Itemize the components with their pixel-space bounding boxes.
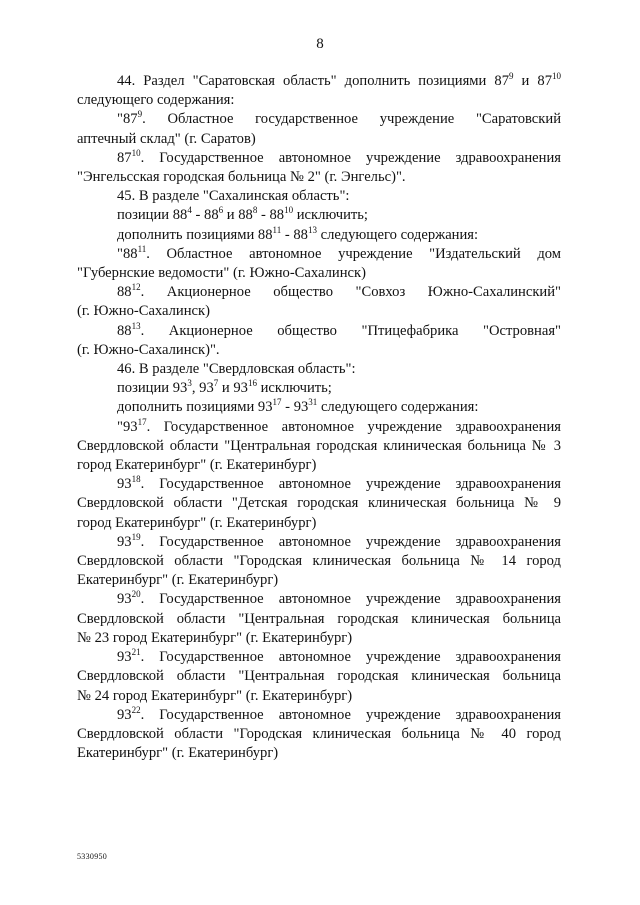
item-46-exclude: позиции $93^3$, $93^7$ и $93^{16}$ исключить; <box>117 378 332 397</box>
item-45-add: дополнить позициями $88^{11} - 88^{13}$ следующего содержания: <box>117 224 479 243</box>
document-body <box>77 72 561 763</box>
position-87-10: $87^{10}$. Государственное автономное учреждение здравоохранения "Энгельсская городская больница № 2" (г. Энгельс)". <box>77 147 561 186</box>
item-44-line1: 44. Раздел "Саратовская область" дополнить позициями $87^9$ и $87^{10}$ <box>117 71 561 89</box>
item-46-heading: 46. В разделе "Свердловская область": <box>117 361 356 378</box>
item-45-exclude: позиции $88^4 - 88^6$ и $88^8 - 88^{10}$ исключить; <box>117 205 368 224</box>
item-44-line2: следующего содержания: <box>77 92 235 109</box>
item-45 <box>77 187 561 245</box>
item-45-heading: 45. В разделе "Сахалинская область": <box>117 188 350 205</box>
item-44 <box>77 72 561 110</box>
position-93-21: $93^{21}$. Государственное автономное учреждение здравоохранения Свердловской области "Центральная городская клиническая больница № 24 город Екатеринбург" (г. Екатеринбург) <box>77 647 561 704</box>
item-46 <box>77 360 561 418</box>
position-88-13: $88^{13}$. Акционерное общество "Птицефабрика "Островная" (г. Южно-Сахалинск)". <box>77 320 561 358</box>
position-93-22: $93^{22}$. Государственное автономное учреждение здравоохранения Свердловской области "Городская клиническая больница № 40 город Екатеринбург" (г. Екатеринбург) <box>77 704 561 762</box>
position-93-19: $93^{19}$. Государственное автономное учреждение здравоохранения Свердловской области "Городская клиническая больница № 14 город Екатеринбург" (г. Екатеринбург) <box>77 531 561 589</box>
position-88-11: "$88^{11}$. Областное автономное учреждение "Издательский дом "Губернские ведомости" (г. Южно-Сахалинск) <box>77 243 561 282</box>
position-93-17: "$93^{17}$. Государственное автономное учреждение здравоохранения Свердловской области "Центральная городская клиническая больница № 3 город Екатеринбург" (г. Екатеринбург) <box>77 416 561 474</box>
document-code: 5330950 <box>77 852 108 861</box>
page-number: 8 <box>316 36 324 52</box>
item-46-add: дополнить позициями $93^{17} - 93^{31}$ следующего содержания: <box>117 397 479 416</box>
position-87-9: "$87^9$. Областное государственное учреждение "Саратовский аптечный склад" (г. Саратов) <box>77 109 561 147</box>
position-88-12: $88^{12}$. Акционерное общество "Совхоз Южно-Сахалинский" (г. Южно-Сахалинск) <box>77 282 561 320</box>
position-93-18: $93^{18}$. Государственное автономное учреждение здравоохранения Свердловской области "Детская городская клиническая больница № 9 город Екатеринбург" (г. Екатеринбург) <box>77 474 561 531</box>
position-93-20: $93^{20}$. Государственное автономное учреждение здравоохранения Свердловской области "Центральная городская клиническая больница № 23 город Екатеринбург" (г. Екатеринбург) <box>77 589 561 646</box>
